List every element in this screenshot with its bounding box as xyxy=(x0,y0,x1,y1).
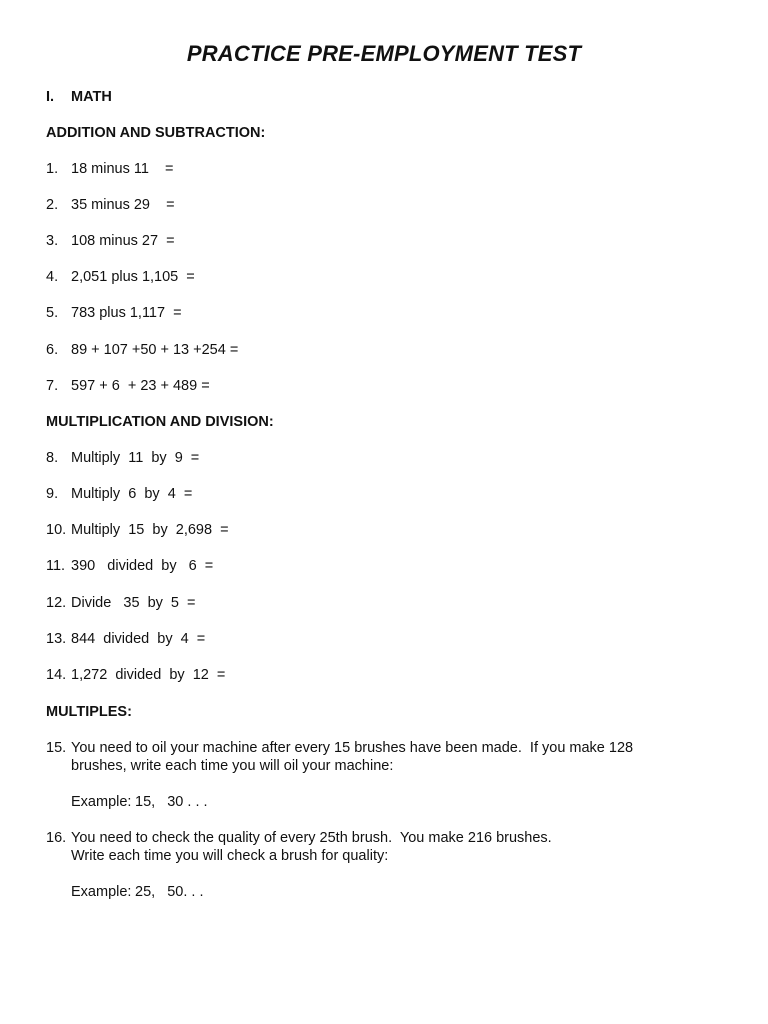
question-text: 597 + 6 + 23 + 489 = xyxy=(71,378,210,394)
question-number: 5. xyxy=(46,305,59,321)
question-14 xyxy=(46,666,225,684)
question-2 xyxy=(46,196,175,214)
question-number: 6. xyxy=(46,342,59,358)
question-text: 2,051 plus 1,105 = xyxy=(71,269,195,285)
question-3 xyxy=(46,232,175,250)
page-title: PRACTICE PRE-EMPLOYMENT TEST xyxy=(186,41,582,66)
question-number: 4. xyxy=(46,269,59,285)
question-15-line-1 xyxy=(46,739,633,757)
example-label: Example: xyxy=(71,794,132,810)
question-number: 10. xyxy=(46,522,67,538)
question-number: 16. xyxy=(46,830,67,846)
question-4 xyxy=(46,268,195,286)
question-10 xyxy=(46,521,229,539)
section-number: I. xyxy=(46,89,55,105)
question-1 xyxy=(46,160,174,178)
question-text: 390 divided by 6 = xyxy=(71,558,214,574)
heading-multiplication-division: MULTIPLICATION AND DIVISION: xyxy=(46,414,274,430)
question-text: 783 plus 1,117 = xyxy=(71,305,182,321)
question-number: 12. xyxy=(46,595,67,611)
section-heading-math xyxy=(46,88,112,106)
question-number: 2. xyxy=(46,197,59,213)
question-number: 3. xyxy=(46,233,59,249)
question-9 xyxy=(46,485,192,503)
question-7 xyxy=(46,377,210,395)
question-text: 89 + 107 +50 + 13 +254 = xyxy=(71,342,239,358)
example-value: 15, 30 . . . xyxy=(135,794,208,810)
heading-addition-subtraction: ADDITION AND SUBTRACTION: xyxy=(46,125,266,141)
question-number: 13. xyxy=(46,631,67,647)
question-text: 108 minus 27 = xyxy=(71,233,175,249)
question-number: 9. xyxy=(46,486,59,502)
question-8 xyxy=(46,449,199,467)
question-16-line-2: Write each time you will check a brush for quality: xyxy=(71,848,389,864)
example-value: 25, 50. . . xyxy=(135,884,204,900)
question-number: 15. xyxy=(46,740,67,756)
section-label: MATH xyxy=(71,89,112,105)
heading-multiples: MULTIPLES: xyxy=(46,704,132,720)
question-text: Multiply 15 by 2,698 = xyxy=(71,522,229,538)
question-16-example xyxy=(71,883,204,901)
question-text: Multiply 11 by 9 = xyxy=(71,450,200,466)
question-text: 35 minus 29 = xyxy=(71,197,175,213)
question-text: 18 minus 11 = xyxy=(71,161,174,177)
question-12 xyxy=(46,594,196,612)
question-text: 844 divided by 4 = xyxy=(71,631,206,647)
question-text: 1,272 divided by 12 = xyxy=(71,667,226,683)
example-label: Example: xyxy=(71,884,132,900)
question-text: Multiply 6 by 4 = xyxy=(71,486,193,502)
question-11 xyxy=(46,557,213,575)
question-number: 1. xyxy=(46,161,59,177)
question-text: You need to check the quality of every 25th brush. You make 216 brushes. xyxy=(71,830,552,846)
question-5 xyxy=(46,304,182,322)
question-number: 14. xyxy=(46,667,67,683)
question-number: 11. xyxy=(46,558,66,574)
question-16-line-1 xyxy=(46,829,552,847)
question-number: 8. xyxy=(46,450,59,466)
question-13 xyxy=(46,630,205,648)
question-15-line-2: brushes, write each time you will oil your machine: xyxy=(71,758,394,774)
question-text: You need to oil your machine after every 15 brushes have been made. If you make 128 xyxy=(71,740,634,756)
question-number: 7. xyxy=(46,378,59,394)
question-6 xyxy=(46,341,238,359)
question-text: Divide 35 by 5 = xyxy=(71,595,196,611)
question-15-example xyxy=(71,793,208,811)
